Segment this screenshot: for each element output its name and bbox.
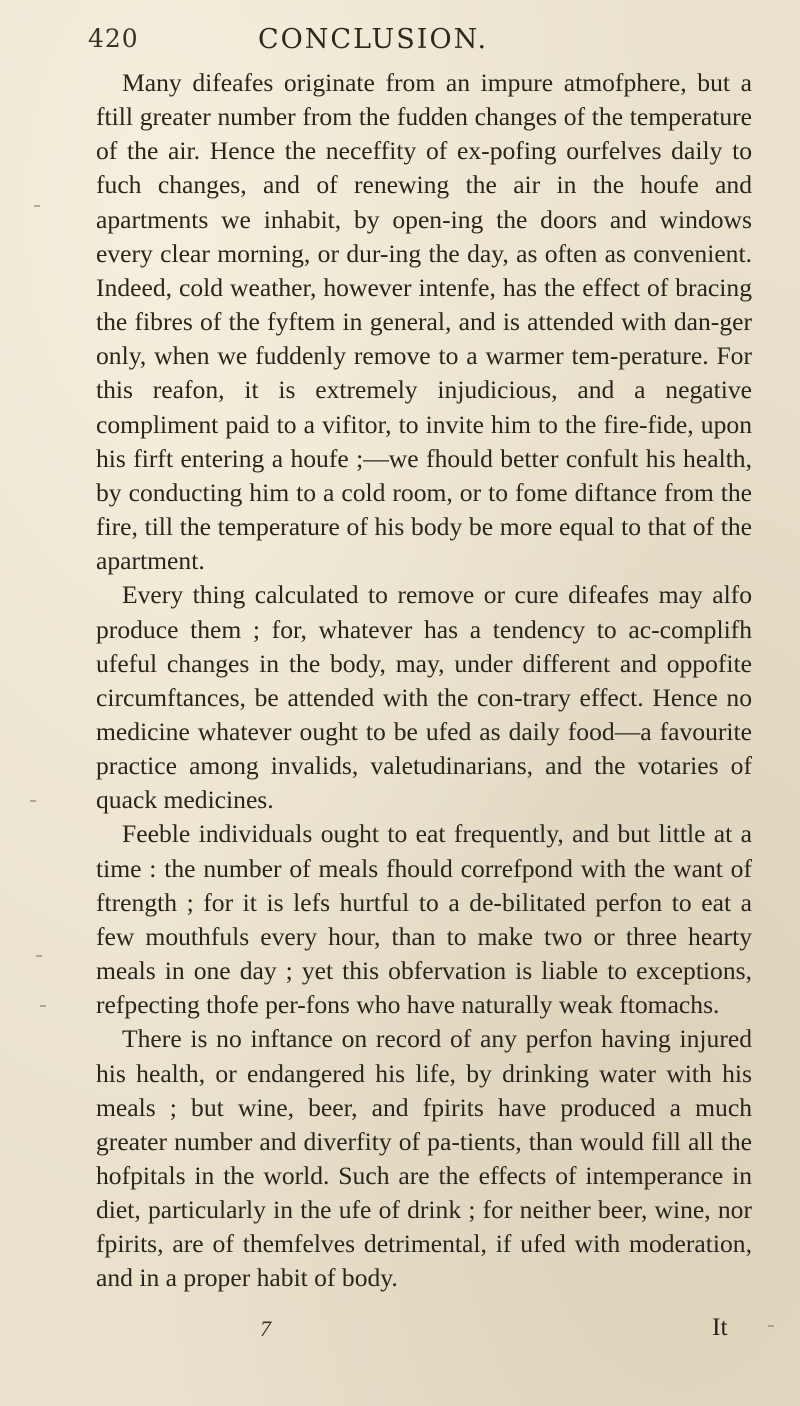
page-number: 420	[88, 24, 139, 53]
running-title: CONCLUSION.	[258, 24, 489, 55]
paragraph-atmosphere: Many difeafes originate from an impure atmofphere, but a ftill greater number from the fudden changes of the temperature of the air. Hence the neceffity of ex-pofing ourfelves daily to fuch changes, and of renewing the air in the houfe and apartments we inhabit, by open-ing the doors and windows every clear morning, or dur-ing the day, as often as convenient. Indeed, cold weather, however intenfe, has the effect of bracing the fibres of the fyftem in general, and is attended with dan-ger only, when we fuddenly remove to a warmer tem-perature. For this reafon, it is extremely injudicious, and a negative compliment paid to a vifitor, to invite him to the fire-fide, upon his firft entering a houfe ;—we fhould better confult his health, by conducting him to a cold room, or to fome diftance from the fire, till the temperature of his body be more equal to that of the apartment.	[96, 68, 752, 576]
margin-speck	[36, 955, 42, 957]
margin-speck	[768, 1325, 774, 1327]
signature-mark: 7	[260, 1316, 271, 1341]
body-text	[96, 66, 752, 1296]
margin-speck	[34, 205, 40, 207]
running-head	[88, 24, 728, 60]
margin-speck	[30, 800, 36, 802]
catchword: It	[712, 1312, 728, 1341]
paragraph-drinking-water: There is no inftance on record of any perfon having injured his health, or endangered his life, by drinking water with his meals ; but wine, beer, and fpirits have produced a much greater number and diverfity of pa-tients, than would fill all the hofpitals in the world. Such are the effects of intemperance in diet, particularly in the ufe of drink ; for neither beer, wine, nor fpirits, are of themfelves detrimental, if ufed with moderation, and in a proper habit of body.	[96, 1024, 752, 1293]
paragraph-remedies: Every thing calculated to remove or cure difeafes may alfo produce them ; for, whatever has a tendency to ac-complifh ufeful changes in the body, may, under different and oppofite circumftances, be attended with the con-trary effect. Hence no medicine whatever ought to be ufed as daily food—a favourite practice among invalids, valetudinarians, and the votaries of quack medicines.	[96, 580, 752, 815]
paragraph-feeble-individuals: Feeble individuals ought to eat frequently, and but little at a time : the number of meals fhould correfpond with the want of ftrength ; for it is lefs hurtful to a de-bilitated perfon to eat a few mouthfuls every hour, than to make two or three hearty meals in one day ; yet this obfervation is liable to exceptions, refpecting thofe per-fons who have naturally weak ftomachs.	[96, 819, 752, 1020]
margin-speck	[40, 1005, 46, 1007]
